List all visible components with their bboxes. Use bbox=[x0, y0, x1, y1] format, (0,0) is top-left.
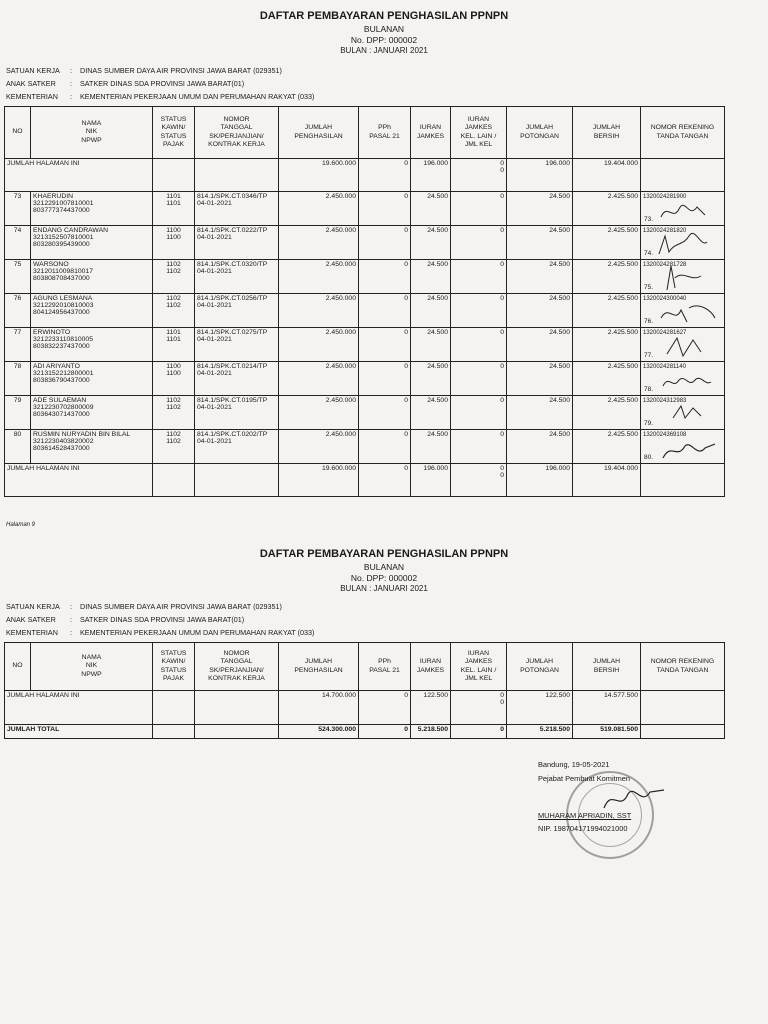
col-header-nama: NAMA NIK NPWP bbox=[31, 643, 153, 691]
row-pph: 0 bbox=[359, 362, 411, 396]
signature-scribble bbox=[655, 232, 711, 258]
row-potongan: 24.500 bbox=[507, 294, 573, 328]
signature-scribble bbox=[663, 334, 707, 360]
row-potongan: 24.500 bbox=[507, 192, 573, 226]
row-sk: 814.1/SPK.CT.0256/TP 04-01-2021 bbox=[195, 294, 279, 328]
signature-scribble bbox=[671, 402, 707, 422]
total-lain: 0 bbox=[451, 725, 507, 739]
sum-penghasilan: 14.700.000 bbox=[279, 691, 359, 725]
meta-anak-label: ANAK SATKER bbox=[6, 79, 56, 88]
row-signature-number: 73. bbox=[644, 216, 654, 223]
row-penghasilan: 2.450.000 bbox=[279, 294, 359, 328]
total-penghasilan: 524.300.000 bbox=[279, 725, 359, 739]
sum-potongan: 196.000 bbox=[507, 159, 573, 192]
row-no: 74 bbox=[5, 226, 31, 260]
row-jamkes: 24.500 bbox=[411, 430, 451, 464]
col-header-jamkes: IURAN JAMKES bbox=[411, 643, 451, 691]
meta-anak-label: ANAK SATKER bbox=[6, 615, 56, 624]
sum-jamkes: 196.000 bbox=[411, 159, 451, 192]
row-status: 1101 1101 bbox=[153, 192, 195, 226]
row-rekening: 1320024312983 bbox=[643, 398, 687, 404]
row-rekening: 1320024281820 bbox=[643, 228, 687, 234]
row-no: 73 bbox=[5, 192, 31, 226]
row-lain: 0 bbox=[451, 396, 507, 430]
col-header-potongan: JUMLAH POTONGAN bbox=[507, 107, 573, 159]
row-pph: 0 bbox=[359, 260, 411, 294]
row-status: 1102 1102 bbox=[153, 396, 195, 430]
meta-kementerian-label: KEMENTERIAN bbox=[6, 628, 58, 637]
dpp-number: No. DPP: 000002 bbox=[350, 573, 418, 583]
col-header-nomor: NOMOR TANGGAL SK/PERJANJIAN/ KONTRAK KERJA bbox=[195, 643, 279, 691]
col-header-rekening: NOMOR REKENING TANDA TANGAN bbox=[641, 107, 725, 159]
row-pph: 0 bbox=[359, 396, 411, 430]
sum-potongan: 196.000 bbox=[507, 464, 573, 497]
row-rekening: 1320024281140 bbox=[643, 364, 686, 370]
dpp-number: No. DPP: 000002 bbox=[350, 35, 418, 45]
row-rekening-signature bbox=[641, 430, 725, 464]
row-no: 77 bbox=[5, 328, 31, 362]
table-row bbox=[5, 430, 725, 464]
row-sk: 814.1/SPK.CT.0202/TP 04-01-2021 bbox=[195, 430, 279, 464]
sum-penghasilan: 19.600.000 bbox=[279, 464, 359, 497]
document-month: BULAN : JANUARI 2021 bbox=[340, 584, 428, 593]
row-penghasilan: 2.450.000 bbox=[279, 362, 359, 396]
row-bersih: 2.425.500 bbox=[573, 226, 641, 260]
document-title: DAFTAR PEMBAYARAN PENGHASILAN PPNPN bbox=[259, 548, 509, 560]
row-signature-number: 77. bbox=[644, 352, 654, 359]
col-header-status: STATUS KAWIN/ STATUS PAJAK bbox=[153, 107, 195, 159]
row-sk: 814.1/SPK.CT.0320/TP 04-01-2021 bbox=[195, 260, 279, 294]
row-rekening-signature bbox=[641, 294, 725, 328]
meta-satker-label: SATUAN KERJA bbox=[6, 602, 60, 611]
col-header-no: NO bbox=[5, 107, 31, 159]
sum-label: JUMLAH HALAMAN INI bbox=[5, 464, 153, 497]
document-frequency: BULANAN bbox=[363, 562, 405, 572]
signature-place-date: Bandung, 19-05-2021 bbox=[538, 760, 610, 769]
row-sk: 814.1/SPK.CT.0346/TP 04-01-2021 bbox=[195, 192, 279, 226]
row-lain: 0 bbox=[451, 294, 507, 328]
table-row bbox=[5, 396, 725, 430]
meta-satker-label: SATUAN KERJA bbox=[6, 66, 60, 75]
row-identity: RUSMIN NURYADIN BIN BILAL 3212230403820002 803614528437000 bbox=[31, 430, 153, 464]
col-header-penghasilan: JUMLAH PENGHASILAN bbox=[279, 107, 359, 159]
row-potongan: 24.500 bbox=[507, 396, 573, 430]
row-bersih: 2.425.500 bbox=[573, 260, 641, 294]
col-header-no: NO bbox=[5, 643, 31, 691]
row-no: 78 bbox=[5, 362, 31, 396]
total-label: JUMLAH TOTAL bbox=[5, 725, 153, 739]
row-lain: 0 bbox=[451, 260, 507, 294]
row-status: 1102 1102 bbox=[153, 294, 195, 328]
meta-kementerian-value: KEMENTERIAN PEKERJAAN UMUM DAN PERUMAHAN RAKYAT (033) bbox=[80, 628, 315, 637]
row-rekening-signature bbox=[641, 226, 725, 260]
total-pph: 0 bbox=[359, 725, 411, 739]
col-header-penghasilan: JUMLAH PENGHASILAN bbox=[279, 643, 359, 691]
meta-satker bbox=[6, 66, 282, 75]
meta-colon: : bbox=[70, 79, 72, 88]
row-lain: 0 bbox=[451, 362, 507, 396]
row-no: 76 bbox=[5, 294, 31, 328]
payment-table bbox=[4, 106, 725, 497]
meta-anak-value: SATKER DINAS SDA PROVINSI JAWA BARAT(01) bbox=[80, 79, 245, 88]
row-signature-number: 78. bbox=[644, 386, 654, 393]
row-signature-number: 76. bbox=[644, 318, 654, 325]
row-rekening: 1320024281627 bbox=[643, 330, 687, 336]
meta-anak-satker bbox=[6, 79, 244, 88]
row-potongan: 24.500 bbox=[507, 430, 573, 464]
row-status: 1101 1101 bbox=[153, 328, 195, 362]
signature-name: MUHARAM APRIADIN, SST bbox=[538, 811, 632, 820]
sum-bersih: 14.577.500 bbox=[573, 691, 641, 725]
row-signature-number: 74. bbox=[644, 250, 654, 257]
row-rekening: 1320024281728 bbox=[643, 262, 687, 268]
col-header-lain: IURAN JAMKES KEL. LAIN / JML KEL bbox=[451, 643, 507, 691]
row-rekening-signature bbox=[641, 396, 725, 430]
col-header-jamkes: IURAN JAMKES bbox=[411, 107, 451, 159]
row-penghasilan: 2.450.000 bbox=[279, 328, 359, 362]
row-penghasilan: 2.450.000 bbox=[279, 260, 359, 294]
row-jamkes: 24.500 bbox=[411, 260, 451, 294]
row-potongan: 24.500 bbox=[507, 226, 573, 260]
row-identity: KHAERUDIN 3212291007810001 803777374437000 bbox=[31, 192, 153, 226]
meta-colon: : bbox=[70, 628, 72, 637]
page-sum-row-bottom bbox=[5, 464, 725, 497]
row-sk: 814.1/SPK.CT.0275/TP 04-01-2021 bbox=[195, 328, 279, 362]
row-sk: 814.1/SPK.CT.0214/TP 04-01-2021 bbox=[195, 362, 279, 396]
row-no: 80 bbox=[5, 430, 31, 464]
meta-colon: : bbox=[70, 92, 72, 101]
row-sk: 814.1/SPK.CT.0222/TP 04-01-2021 bbox=[195, 226, 279, 260]
table-row bbox=[5, 226, 725, 260]
table-row bbox=[5, 260, 725, 294]
row-potongan: 24.500 bbox=[507, 260, 573, 294]
row-pph: 0 bbox=[359, 430, 411, 464]
row-identity: ADI ARIYANTO 3213152212800001 803836790437000 bbox=[31, 362, 153, 396]
row-bersih: 2.425.500 bbox=[573, 294, 641, 328]
page-sum-row bbox=[5, 691, 725, 725]
row-lain: 0 bbox=[451, 192, 507, 226]
meta-colon: : bbox=[70, 602, 72, 611]
row-pph: 0 bbox=[359, 328, 411, 362]
page-note: Halaman 9 bbox=[6, 522, 36, 528]
signature-scribble bbox=[661, 264, 707, 292]
table-row bbox=[5, 328, 725, 362]
row-rekening: 1320024281900 bbox=[643, 194, 687, 200]
row-jamkes: 24.500 bbox=[411, 226, 451, 260]
sum-lain: 0 0 bbox=[451, 464, 507, 497]
meta-colon: : bbox=[70, 615, 72, 624]
row-lain: 0 bbox=[451, 430, 507, 464]
row-pph: 0 bbox=[359, 294, 411, 328]
row-bersih: 2.425.500 bbox=[573, 192, 641, 226]
grand-total-row bbox=[5, 725, 725, 739]
meta-kementerian-value: KEMENTERIAN PEKERJAAN UMUM DAN PERUMAHAN RAKYAT (033) bbox=[80, 92, 315, 101]
col-header-pph: PPh PASAL 21 bbox=[359, 643, 411, 691]
row-penghasilan: 2.450.000 bbox=[279, 396, 359, 430]
row-sk: 814.1/SPK.CT.0195/TP 04-01-2021 bbox=[195, 396, 279, 430]
sum-pph: 0 bbox=[359, 159, 411, 192]
row-signature-number: 75. bbox=[644, 284, 654, 291]
meta-kementerian bbox=[6, 92, 314, 101]
row-rekening-signature bbox=[641, 328, 725, 362]
sum-lain: 0 0 bbox=[451, 159, 507, 192]
row-signature-number: 80. bbox=[644, 454, 654, 461]
sum-bersih: 19.404.000 bbox=[573, 159, 641, 192]
col-header-potongan: JUMLAH POTONGAN bbox=[507, 643, 573, 691]
meta-colon: : bbox=[70, 66, 72, 75]
table-row bbox=[5, 362, 725, 396]
document-month: BULAN : JANUARI 2021 bbox=[340, 46, 428, 55]
signature-role: Pejabat Pembuat Komitmen bbox=[538, 774, 631, 783]
signature-nip: NIP. 198704171994021000 bbox=[538, 824, 628, 833]
row-bersih: 2.425.500 bbox=[573, 396, 641, 430]
row-potongan: 24.500 bbox=[507, 362, 573, 396]
sum-pph: 0 bbox=[359, 691, 411, 725]
col-header-pph: PPh PASAL 21 bbox=[359, 107, 411, 159]
meta-satker bbox=[6, 602, 282, 611]
col-header-bersih: JUMLAH BERSIH bbox=[573, 643, 641, 691]
row-no: 75 bbox=[5, 260, 31, 294]
table-row bbox=[5, 192, 725, 226]
signature-scribble bbox=[659, 201, 709, 223]
meta-satker-value: DINAS SUMBER DAYA AIR PROVINSI JAWA BARAT (029351) bbox=[80, 66, 282, 75]
sum-label: JUMLAH HALAMAN INI bbox=[5, 691, 153, 725]
row-penghasilan: 2.450.000 bbox=[279, 430, 359, 464]
row-identity: ADE SULAEMAN 3212230702800009 803643071437000 bbox=[31, 396, 153, 430]
meta-anak-value: SATKER DINAS SDA PROVINSI JAWA BARAT(01) bbox=[80, 615, 245, 624]
row-rekening-signature bbox=[641, 260, 725, 294]
page-sum-row-top bbox=[5, 159, 725, 192]
row-bersih: 2.425.500 bbox=[573, 362, 641, 396]
sum-label: JUMLAH HALAMAN INI bbox=[5, 159, 153, 192]
row-no: 79 bbox=[5, 396, 31, 430]
row-bersih: 2.425.500 bbox=[573, 328, 641, 362]
row-jamkes: 24.500 bbox=[411, 396, 451, 430]
signature-scribble bbox=[661, 372, 713, 392]
col-header-status: STATUS KAWIN/ STATUS PAJAK bbox=[153, 643, 195, 691]
row-rekening-signature bbox=[641, 192, 725, 226]
sum-potongan: 122.500 bbox=[507, 691, 573, 725]
total-jamkes: 5.218.500 bbox=[411, 725, 451, 739]
row-identity: WARSONO 3212011009810017 803808708437000 bbox=[31, 260, 153, 294]
total-potongan: 5.218.500 bbox=[507, 725, 573, 739]
signature-scribble bbox=[659, 438, 719, 462]
signature-scribble bbox=[659, 300, 719, 326]
row-status: 1102 1102 bbox=[153, 260, 195, 294]
col-header-nomor: NOMOR TANGGAL SK/PERJANJIAN/ KONTRAK KERJA bbox=[195, 107, 279, 159]
row-penghasilan: 2.450.000 bbox=[279, 192, 359, 226]
row-signature-number: 79. bbox=[644, 420, 654, 427]
row-rekening: 1320024300040 bbox=[643, 296, 687, 302]
sum-jamkes: 122.500 bbox=[411, 691, 451, 725]
row-jamkes: 24.500 bbox=[411, 192, 451, 226]
row-jamkes: 24.500 bbox=[411, 362, 451, 396]
col-header-lain: IURAN JAMKES KEL. LAIN / JML KEL bbox=[451, 107, 507, 159]
row-lain: 0 bbox=[451, 328, 507, 362]
row-rekening: 1320024369108 bbox=[643, 432, 687, 438]
meta-kementerian-label: KEMENTERIAN bbox=[6, 92, 58, 101]
meta-anak-satker bbox=[6, 615, 244, 624]
payment-table bbox=[4, 642, 725, 739]
document-frequency: BULANAN bbox=[363, 24, 405, 34]
table-header-row bbox=[5, 643, 725, 691]
table-row bbox=[5, 294, 725, 328]
col-header-rekening: NOMOR REKENING TANDA TANGAN bbox=[641, 643, 725, 691]
col-header-bersih: JUMLAH BERSIH bbox=[573, 107, 641, 159]
row-status: 1102 1102 bbox=[153, 430, 195, 464]
row-identity: ENDANG CANDRAWAN 3213152507810001 803280395439000 bbox=[31, 226, 153, 260]
row-jamkes: 24.500 bbox=[411, 294, 451, 328]
row-bersih: 2.425.500 bbox=[573, 430, 641, 464]
sum-lain: 0 0 bbox=[451, 691, 507, 725]
row-pph: 0 bbox=[359, 192, 411, 226]
row-pph: 0 bbox=[359, 226, 411, 260]
row-potongan: 24.500 bbox=[507, 328, 573, 362]
total-bersih: 519.081.500 bbox=[573, 725, 641, 739]
row-lain: 0 bbox=[451, 226, 507, 260]
row-status: 1100 1100 bbox=[153, 226, 195, 260]
sum-bersih: 19.404.000 bbox=[573, 464, 641, 497]
sum-pph: 0 bbox=[359, 464, 411, 497]
row-identity: AGUNG LESMANA 3212292010810003 804124956437000 bbox=[31, 294, 153, 328]
meta-kementerian bbox=[6, 628, 314, 637]
sum-penghasilan: 19.600.000 bbox=[279, 159, 359, 192]
document-title: DAFTAR PEMBAYARAN PENGHASILAN PPNPN bbox=[259, 10, 509, 22]
col-header-nama: NAMA NIK NPWP bbox=[31, 107, 153, 159]
row-rekening-signature bbox=[641, 362, 725, 396]
row-status: 1100 1100 bbox=[153, 362, 195, 396]
row-identity: ERWINOTO 3212233110810005 803832237437000 bbox=[31, 328, 153, 362]
table-header-row bbox=[5, 107, 725, 159]
row-jamkes: 24.500 bbox=[411, 328, 451, 362]
row-penghasilan: 2.450.000 bbox=[279, 226, 359, 260]
meta-satker-value: DINAS SUMBER DAYA AIR PROVINSI JAWA BARAT (029351) bbox=[80, 602, 282, 611]
sum-jamkes: 196.000 bbox=[411, 464, 451, 497]
